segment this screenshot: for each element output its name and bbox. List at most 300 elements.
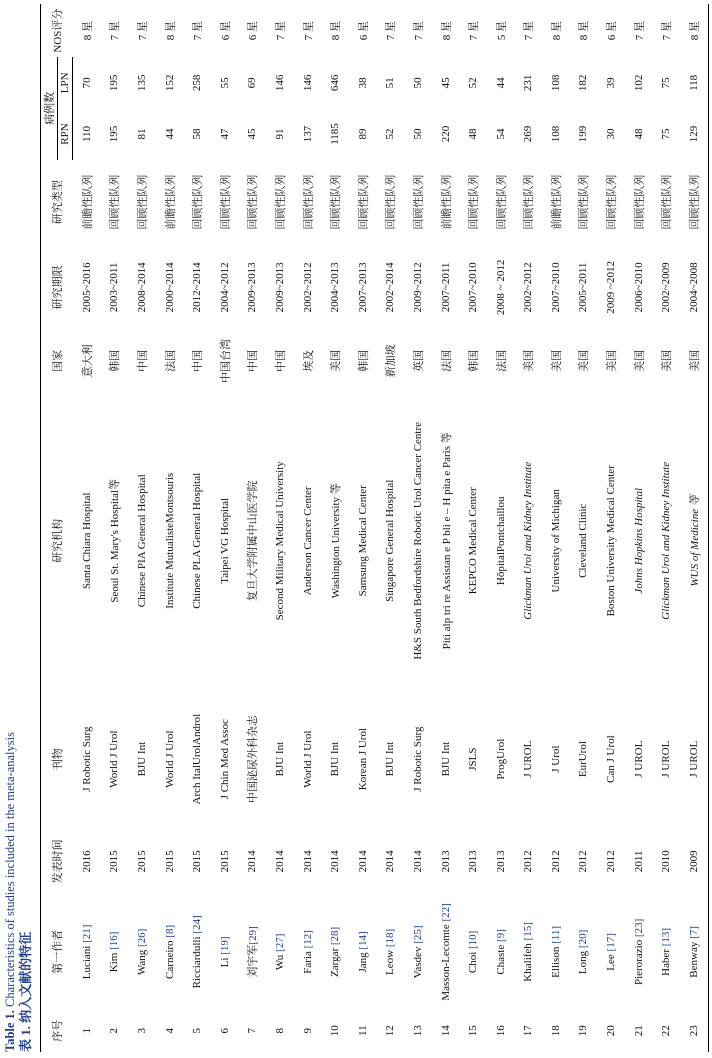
author-name: Khalifeh xyxy=(522,940,535,982)
cell-lpn: 108 xyxy=(549,74,562,92)
table-caption xyxy=(2,732,34,1052)
cell-rpn: 199 xyxy=(577,125,590,143)
cell-year: 2014 xyxy=(329,850,342,873)
cell-nos: 7 星 xyxy=(274,21,287,41)
cell-institution: Samsung Medical Center xyxy=(356,485,369,597)
cell-country: 韩国 xyxy=(357,349,370,372)
table-row xyxy=(128,4,156,1052)
reference-link[interactable]: [29] xyxy=(247,926,260,945)
cell-journal: BJU Int xyxy=(439,741,452,777)
cell-year: 2009 xyxy=(680,828,708,894)
cell-rpn: 137 xyxy=(301,125,314,143)
cell-type: 回顾性队列 xyxy=(330,174,343,230)
cell-year: 2015 xyxy=(108,850,121,873)
cell-year: 2015 xyxy=(135,850,148,873)
col-header-author: 第一作者 xyxy=(41,894,73,1009)
cell-period: 2007~2011 xyxy=(439,262,452,313)
cell-period: 2007~2010 xyxy=(467,262,480,313)
table-row xyxy=(459,4,487,1052)
caption-en-text: Characteristics of studies included in the meta-analysis xyxy=(3,732,17,1011)
cell-journal: J UROL xyxy=(522,740,535,778)
cell-institution: H&S South Bedfordshire Robotic Urol Cancer Centre xyxy=(411,421,424,660)
cell-lpn: 70 xyxy=(80,77,93,89)
reference-link[interactable]: [20] xyxy=(577,929,590,949)
table-row xyxy=(542,4,570,1052)
author-name: Benway xyxy=(687,938,700,978)
author-name: Li xyxy=(218,954,231,968)
cell-index: 10 xyxy=(329,1025,342,1037)
cell-year: 2012 xyxy=(549,850,562,873)
header-row-top xyxy=(41,4,58,1052)
cell-institution: Taipei VG Hospital xyxy=(218,497,231,584)
cell-rpn: 52 xyxy=(384,128,397,140)
cell-country: 美国 xyxy=(680,330,708,392)
cell-period: 2004~2012 xyxy=(218,262,231,313)
cell-author xyxy=(294,894,322,1009)
cell-year: 2010 xyxy=(660,850,673,873)
cell-rpn: 47 xyxy=(218,128,231,140)
cell-author xyxy=(515,894,543,1009)
author-name: Faria xyxy=(301,948,314,974)
cell-nos: 7 星 xyxy=(192,21,205,41)
cell-year: 2015 xyxy=(163,850,176,873)
cell-author xyxy=(680,894,708,1009)
cell-nos: 6 星 xyxy=(247,21,260,41)
cell-country: 中国 xyxy=(192,349,205,372)
cell-journal: J UROL xyxy=(680,690,708,828)
cell-year: 2013 xyxy=(439,850,452,873)
cell-year: 2011 xyxy=(632,850,645,873)
cell-index: 9 xyxy=(301,1027,314,1034)
cell-journal: 中国泌尿外科杂志 xyxy=(247,715,260,804)
cell-institution: Santa Chiara Hospital xyxy=(80,492,93,590)
cell-rpn: 1185 xyxy=(329,123,342,145)
reference-link[interactable]: [24] xyxy=(191,915,204,934)
cell-period: 2005~2011 xyxy=(577,262,590,313)
cell-type: 前瞻性队列 xyxy=(550,174,563,230)
cell-period: 2006~2010 xyxy=(632,262,645,313)
cell-journal: J Chin Med Assoc xyxy=(218,718,231,800)
cell-rpn: 108 xyxy=(549,125,562,143)
cell-journal: BJU Int xyxy=(329,741,342,777)
cell-nos: 7 星 xyxy=(412,21,425,41)
cell-type: 回顾性队列 xyxy=(136,174,149,230)
author-name: Wang xyxy=(135,947,148,976)
cell-year: 2014 xyxy=(301,850,314,873)
cell-year: 2014 xyxy=(411,850,424,873)
cell-author xyxy=(625,894,653,1009)
author-name: Jang xyxy=(356,949,369,973)
caption-zh-label: 表 1. xyxy=(18,1025,33,1052)
cell-type: 回顾性队列 xyxy=(578,174,591,230)
cell-institution: Singapore General Hospital xyxy=(384,479,397,602)
author-name: Lee xyxy=(605,951,618,971)
cell-index: 19 xyxy=(577,1025,590,1037)
cell-year: 2012 xyxy=(577,850,590,873)
cell-nos: 5 星 xyxy=(495,21,508,41)
cell-period: 2002~2014 xyxy=(384,262,397,313)
author-name: Long xyxy=(577,948,590,975)
reference-link[interactable]: [17] xyxy=(605,933,618,952)
reference-link[interactable]: [21] xyxy=(80,924,93,943)
author-name: Leow xyxy=(384,947,397,975)
cell-lpn: 182 xyxy=(577,74,590,92)
cell-country: 中国 xyxy=(274,349,287,372)
cell-nos: 7 星 xyxy=(523,21,536,41)
cell-nos: 7 星 xyxy=(302,21,315,41)
studies-table xyxy=(40,4,709,1052)
cell-author xyxy=(404,894,432,1009)
table-row xyxy=(515,4,543,1052)
cell-author xyxy=(73,894,101,1009)
cell-journal: World J Urol xyxy=(301,730,314,788)
cell-author xyxy=(211,894,239,1009)
col-header-institution: 研究机构 xyxy=(41,392,73,690)
cell-index: 15 xyxy=(467,1025,480,1037)
cell-type: 回顾性队列 xyxy=(680,160,708,245)
cell-country: 美国 xyxy=(606,349,619,372)
cell-journal: BJU Int xyxy=(273,741,286,777)
cell-nos: 6 星 xyxy=(357,21,370,41)
table-row xyxy=(239,4,267,1052)
cell-author xyxy=(597,894,625,1009)
cell-institution: University of Michigan xyxy=(549,489,562,593)
cell-journal: J Robotic Surg xyxy=(411,726,424,792)
cell-author xyxy=(156,894,184,1009)
cell-country: 中国 xyxy=(136,349,149,372)
cell-institution: KEPCO Medical Center xyxy=(467,487,480,595)
reference-link[interactable]: [25] xyxy=(411,925,424,944)
col-header-nos: NOS评分 xyxy=(41,4,73,57)
cell-nos: 7 星 xyxy=(661,21,674,41)
cell-country: 法国 xyxy=(440,349,453,372)
cell-type: 回顾性队列 xyxy=(633,174,646,230)
cell-country: 埃及 xyxy=(302,349,315,372)
cell-institution: Chinese PIA General Hospital xyxy=(135,474,148,608)
cell-period: 2007~2013 xyxy=(356,262,369,313)
author-name: Zargar xyxy=(329,945,342,977)
cell-index: 12 xyxy=(384,1025,397,1037)
col-header-country: 国家 xyxy=(41,330,73,392)
author-name: Ricciardulli xyxy=(191,933,204,989)
cell-index: 13 xyxy=(411,1025,424,1037)
cell-type: 前瞻性队列 xyxy=(81,174,94,230)
col-header-type: 研究类型 xyxy=(41,160,73,245)
cell-institution: Anderson Cancer Center xyxy=(301,486,314,596)
caption-english xyxy=(2,732,18,1052)
cell-type: 回顾性队列 xyxy=(219,174,232,230)
reference-link[interactable]: [28] xyxy=(329,926,342,946)
cell-year: 2012 xyxy=(605,850,618,873)
cell-period: 2012~2014 xyxy=(191,262,204,313)
cell-nos: 8 星 xyxy=(81,21,94,41)
cell-index: 23 xyxy=(680,1009,708,1052)
table-row xyxy=(349,4,377,1052)
cell-type: 前瞻性队列 xyxy=(164,174,177,230)
cell-year: 2013 xyxy=(494,850,507,873)
cell-period: 2000~2014 xyxy=(163,262,176,313)
cell-country: 英国 xyxy=(412,349,425,372)
cell-country: 法国 xyxy=(164,349,177,372)
col-header-index: 序号 xyxy=(41,1009,73,1052)
cell-author xyxy=(101,894,129,1009)
cell-period: 2004~2008 xyxy=(680,245,708,330)
cell-nos: 8 星 xyxy=(440,21,453,41)
cell-rpn: 44 xyxy=(163,128,176,140)
cell-nos: 8 星 xyxy=(578,21,591,41)
cell-journal: JSLS xyxy=(467,747,480,771)
table-row xyxy=(266,4,294,1052)
reference-link[interactable]: [23] xyxy=(632,918,645,938)
table-row xyxy=(404,4,432,1052)
cell-year: 2015 xyxy=(218,850,231,873)
cell-year: 2012 xyxy=(522,850,535,873)
reference-link[interactable]: [12] xyxy=(301,930,314,949)
cell-year: 2014 xyxy=(273,850,286,873)
author-name: Luciani xyxy=(80,942,93,980)
cell-institution: HôpitalPontchaillou xyxy=(494,496,507,586)
cell-index: 5 xyxy=(191,1027,204,1034)
cell-country: 意大利 xyxy=(81,344,94,378)
cell-lpn: 50 xyxy=(411,77,424,89)
cell-index: 17 xyxy=(522,1025,535,1037)
cell-type: 前瞻性队列 xyxy=(440,174,453,230)
cell-institution: Second Military Medical University xyxy=(273,461,286,621)
cell-journal: J Urol xyxy=(549,745,562,773)
cell-rpn: 220 xyxy=(439,125,452,143)
cell-nos: 8 星 xyxy=(164,21,177,41)
caption-chinese xyxy=(18,732,34,1052)
author-name: Kim xyxy=(108,949,121,973)
cell-author xyxy=(266,894,294,1009)
cell-rpn: 89 xyxy=(356,128,369,140)
cell-period: 2008~2014 xyxy=(135,262,148,313)
cell-nos: 8 星 xyxy=(550,21,563,41)
reference-link[interactable]: [14] xyxy=(356,931,369,950)
cell-type: 回顾性队列 xyxy=(385,174,398,230)
table-row xyxy=(211,4,239,1052)
table-row xyxy=(487,4,515,1052)
table-row xyxy=(597,4,625,1052)
cell-nos: 8 星 xyxy=(680,4,708,57)
cell-nos: 7 星 xyxy=(468,21,481,41)
cell-author xyxy=(239,894,267,1009)
cell-lpn: 45 xyxy=(439,77,452,89)
cell-lpn: 39 xyxy=(605,77,618,89)
cell-period: 2002~2012 xyxy=(522,262,535,313)
cell-institution: Johns Hopkins Hospital xyxy=(632,487,645,594)
cell-journal: BJU Int xyxy=(135,741,148,777)
cell-index: 20 xyxy=(605,1025,618,1037)
col-header-rpn: RPN xyxy=(58,108,73,159)
cell-nos: 7 星 xyxy=(633,21,646,41)
author-name: Carneiro xyxy=(163,937,176,979)
cell-rpn: 129 xyxy=(680,108,708,159)
cell-journal: J UROL xyxy=(660,740,673,778)
cell-institution: Piti alp tri re Assistan e P bli e – H pita e Paris 等 xyxy=(440,432,453,650)
reference-link[interactable]: [19] xyxy=(218,936,231,955)
cell-rpn: 45 xyxy=(246,128,259,140)
cell-journal: BJU Int xyxy=(384,741,397,777)
cell-journal: Korean J Urol xyxy=(356,727,369,791)
cell-institution: Washington University 等 xyxy=(330,483,343,599)
cell-rpn: 110 xyxy=(80,125,93,143)
cell-rpn: 269 xyxy=(522,125,535,143)
cell-journal: J UROL xyxy=(632,740,645,778)
cell-author xyxy=(487,894,515,1009)
cell-rpn: 48 xyxy=(467,128,480,140)
cell-rpn: 195 xyxy=(108,125,121,143)
reference-link[interactable]: [15] xyxy=(522,922,535,941)
reference-link[interactable]: [27] xyxy=(273,933,286,952)
reference-link[interactable]: [13] xyxy=(660,927,673,947)
cell-rpn: 50 xyxy=(411,128,424,140)
cell-type: 回顾性队列 xyxy=(247,174,260,230)
cell-period: 2009 ~2012 xyxy=(605,260,618,314)
author-name: Vasdev xyxy=(411,943,424,979)
reference-link[interactable]: [10] xyxy=(467,930,480,949)
cell-index: 14 xyxy=(439,1025,452,1037)
cell-author xyxy=(570,894,598,1009)
cell-journal: ProgUrol xyxy=(494,738,507,780)
col-header-cases: 病例数 xyxy=(41,57,58,159)
cell-period: 2007~2010 xyxy=(549,262,562,313)
caption-zh-text: 纳入文献的特征 xyxy=(18,931,33,1026)
cell-lpn: 38 xyxy=(356,77,369,89)
cell-lpn: 646 xyxy=(329,74,342,92)
reference-link[interactable]: [18] xyxy=(384,928,397,948)
cell-type: 回顾性队列 xyxy=(412,174,425,230)
cell-author xyxy=(349,894,377,1009)
cell-journal: J Robotic Surg xyxy=(80,726,93,792)
cell-nos: 8 星 xyxy=(330,21,343,41)
cell-lpn: 146 xyxy=(273,74,286,92)
cell-country: 法国 xyxy=(495,349,508,372)
cell-author xyxy=(542,894,570,1009)
col-header-lpn: LPN xyxy=(58,57,73,108)
col-header-year: 发表时间 xyxy=(41,828,73,894)
cell-lpn: 44 xyxy=(494,77,507,89)
cell-year: 2013 xyxy=(467,850,480,873)
reference-link[interactable]: [16] xyxy=(108,931,121,950)
cell-institution: Institute MutualisteMontsouris xyxy=(163,472,176,609)
cell-lpn: 146 xyxy=(301,74,314,92)
cell-period: 2008 ~ 2012 xyxy=(494,259,507,316)
cell-year: 2014 xyxy=(384,850,397,873)
cell-period: 2002~2012 xyxy=(301,262,314,313)
cell-journal: World J Urol xyxy=(163,730,176,788)
reference-link[interactable]: [7] xyxy=(687,926,700,939)
author-name: Chaste xyxy=(494,941,507,975)
cell-lpn: 69 xyxy=(246,77,259,89)
cell-author xyxy=(128,894,156,1009)
cell-journal: Arch ItalUrolAndrol xyxy=(191,713,204,805)
cell-type: 回顾性队列 xyxy=(192,174,205,230)
cell-institution: Glickman Urol and Kidney Institute xyxy=(522,461,535,620)
cell-author xyxy=(459,894,487,1009)
cell-author xyxy=(321,894,349,1009)
cell-rpn: 30 xyxy=(605,128,618,140)
cell-index: 21 xyxy=(632,1025,645,1037)
cell-index: 6 xyxy=(218,1027,231,1034)
cell-country: 美国 xyxy=(578,349,591,372)
cell-type: 回顾性队列 xyxy=(661,174,674,230)
cell-rpn: 81 xyxy=(135,128,148,140)
cell-nos: 7 星 xyxy=(385,21,398,41)
cell-nos: 6 星 xyxy=(606,21,619,41)
cell-period: 2009~2012 xyxy=(411,262,424,313)
table-row xyxy=(294,4,322,1052)
cell-nos: 7 星 xyxy=(109,21,122,41)
cell-institution: Cleveland Clinic xyxy=(577,503,590,578)
cell-lpn: 51 xyxy=(384,77,397,89)
cell-author xyxy=(183,894,211,1009)
table-row xyxy=(680,4,708,1052)
cell-lpn: 195 xyxy=(108,74,121,92)
table-row xyxy=(625,4,653,1052)
cell-index: 4 xyxy=(163,1027,176,1034)
reference-link[interactable]: [22] xyxy=(439,903,452,922)
cell-lpn: 102 xyxy=(632,74,645,92)
reference-link[interactable]: [26] xyxy=(135,928,148,947)
cell-country: 美国 xyxy=(550,349,563,372)
cell-index: 22 xyxy=(660,1025,673,1037)
cell-institution: Boston University Medical Center xyxy=(605,465,618,617)
cell-lpn: 231 xyxy=(522,74,535,92)
cell-rpn: 48 xyxy=(632,128,645,140)
cell-year: 2014 xyxy=(246,850,259,873)
cell-country: 美国 xyxy=(330,349,343,372)
cell-type: 回顾性队列 xyxy=(606,174,619,230)
table-row xyxy=(570,4,598,1052)
cell-lpn: 152 xyxy=(163,74,176,92)
cell-author xyxy=(432,894,460,1009)
author-name: Haber xyxy=(660,946,673,976)
reference-link[interactable]: [8] xyxy=(163,924,176,938)
cell-type: 回顾性队列 xyxy=(274,174,287,230)
author-name: Pierorazio xyxy=(632,937,645,986)
cell-index: 7 xyxy=(246,1027,259,1034)
cell-institution: Glickman Urol and Kidney Institute xyxy=(660,461,673,620)
table-row xyxy=(101,4,129,1052)
reference-link[interactable]: [9] xyxy=(494,929,507,942)
cell-index: 16 xyxy=(494,1025,507,1037)
cell-country: 美国 xyxy=(661,349,674,372)
cell-lpn: 118 xyxy=(680,57,708,108)
table-row xyxy=(321,4,349,1052)
author-name: 刘宇军 xyxy=(247,944,260,978)
cell-type: 回顾性队列 xyxy=(357,174,370,230)
cell-type: 回顾性队列 xyxy=(109,174,122,230)
cell-country: 中国 xyxy=(247,349,260,372)
table-row xyxy=(73,4,101,1052)
caption-en-label: Table 1. xyxy=(3,1010,17,1052)
cell-year: 2014 xyxy=(356,850,369,873)
cell-author xyxy=(377,894,405,1009)
cell-author xyxy=(652,894,680,1009)
cell-country: 韩国 xyxy=(468,349,481,372)
cell-country: 美国 xyxy=(633,349,646,372)
author-name: Masson-Lecomte xyxy=(439,921,452,1001)
cell-rpn: 75 xyxy=(660,128,673,140)
table-row xyxy=(432,4,460,1052)
cell-rpn: 54 xyxy=(494,128,507,140)
cell-year: 2015 xyxy=(191,850,204,873)
cell-period: 2002~2009 xyxy=(660,262,673,313)
col-header-journal: 刊物 xyxy=(41,690,73,828)
reference-link[interactable]: [11] xyxy=(549,925,562,944)
cell-journal: World J Urol xyxy=(108,730,121,788)
